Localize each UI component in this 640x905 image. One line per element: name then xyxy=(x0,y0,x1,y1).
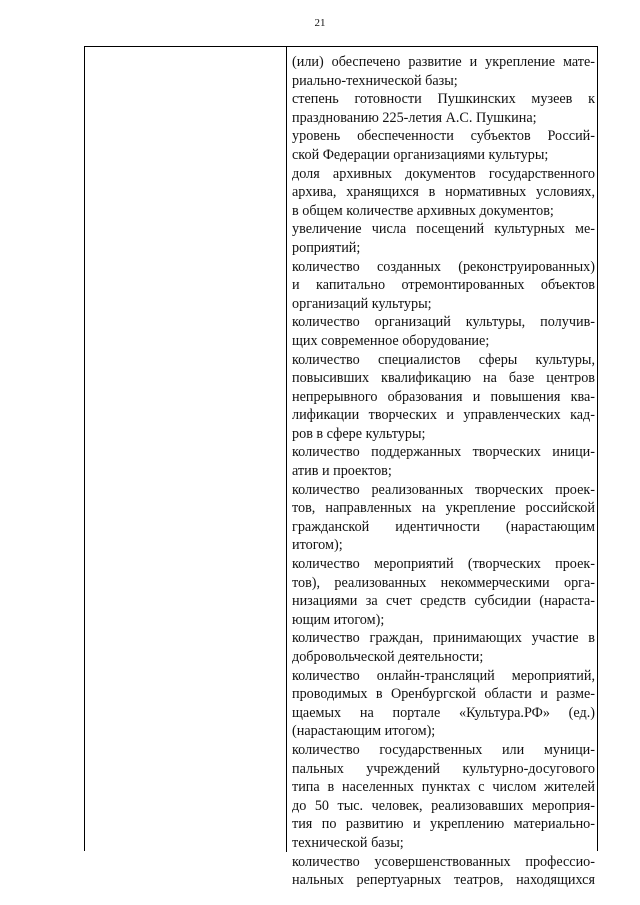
text-line: количество государственных или муници- xyxy=(292,741,595,758)
text-line: низациями за счет средств субсидии (нараста- xyxy=(292,593,595,610)
text-line: гражданской идентичности (нарастающим xyxy=(292,518,595,535)
text-line: количество мероприятий (творческих проек- xyxy=(292,556,595,573)
text-line: щаемых на портале «Культура.РФ» (ед.) xyxy=(292,704,595,721)
text-line: доля архивных документов государственного xyxy=(292,165,595,182)
text-line: ской Федерации организациями культуры; xyxy=(292,146,549,163)
text-line: количество реализованных творческих проек- xyxy=(292,481,595,498)
text-line: лификации творческих и управленческих кад- xyxy=(292,407,595,424)
text-line: празднованию 225-летия А.С. Пушкина; xyxy=(292,109,537,126)
text-line: пальных учреждений культурно-досугового xyxy=(292,760,595,777)
text-line: увеличение числа посещений культурных ме- xyxy=(292,221,595,238)
text-line: добровольческой деятельности; xyxy=(292,649,484,665)
text-line: повысивших квалификацию на базе центров xyxy=(292,370,595,387)
column-divider xyxy=(286,47,287,852)
text-line: тов), реализованных некоммерческими орга- xyxy=(292,574,595,591)
text-line: количество созданных (реконструированных) xyxy=(292,258,595,275)
text-line: тия по развитию и укреплению материально- xyxy=(292,816,595,833)
text-line: количество специалистов сферы культуры, xyxy=(292,351,595,368)
indicators-table xyxy=(84,46,598,889)
text-line: количество усовершенствованных профессио- xyxy=(292,853,595,870)
text-line: (нарастающим итогом); xyxy=(292,723,436,740)
text-line: атив и проектов; xyxy=(292,463,392,480)
text-line: количество поддержанных творческих иници- xyxy=(292,444,595,461)
text-line: ющим итогом); xyxy=(292,611,385,628)
text-line: и капитально отремонтированных объектов xyxy=(292,277,595,294)
text-line: архива, хранящихся в нормативных условиях, xyxy=(292,184,595,201)
text-line: организаций культуры; xyxy=(292,295,432,312)
text-line: типа в населенных пунктах с числом жителей xyxy=(292,779,595,796)
text-line: (или) обеспечено развитие и укрепление мате- xyxy=(292,54,595,70)
text-line: количество онлайн-трансляций мероприятий, xyxy=(292,667,595,684)
text-line: ров в сфере культуры; xyxy=(292,425,426,442)
text-line: роприятий; xyxy=(292,239,361,256)
text-line: непрерывного образования и повышения ква- xyxy=(292,388,595,405)
text-line: до 50 тыс. человек, реализовавших мероприя- xyxy=(292,797,595,814)
text-line: тов, направленных на укрепление российской xyxy=(292,500,595,517)
page-number: 21 xyxy=(314,17,326,29)
text-line: степень готовности Пушкинских музеев к xyxy=(292,91,595,108)
text-line: в общем количестве архивных документов; xyxy=(292,202,554,219)
empty-left-cell xyxy=(85,47,286,852)
text-line: количество организаций культуры, получив- xyxy=(292,314,595,331)
text-line: итогом); xyxy=(292,537,343,554)
text-line: щих современное оборудование; xyxy=(292,332,490,349)
indicators-text-cell xyxy=(292,53,595,890)
text-line: технической базы; xyxy=(292,834,404,851)
text-line: уровень обеспеченности субъектов Россий- xyxy=(292,128,595,145)
text-line: проводимых в Оренбургской области и разме- xyxy=(292,686,595,703)
text-line: количество граждан, принимающих участие в xyxy=(292,630,595,647)
text-line: нальных репертуарных театров, находящихся xyxy=(292,872,595,889)
text-line: риально-технической базы; xyxy=(292,72,458,89)
